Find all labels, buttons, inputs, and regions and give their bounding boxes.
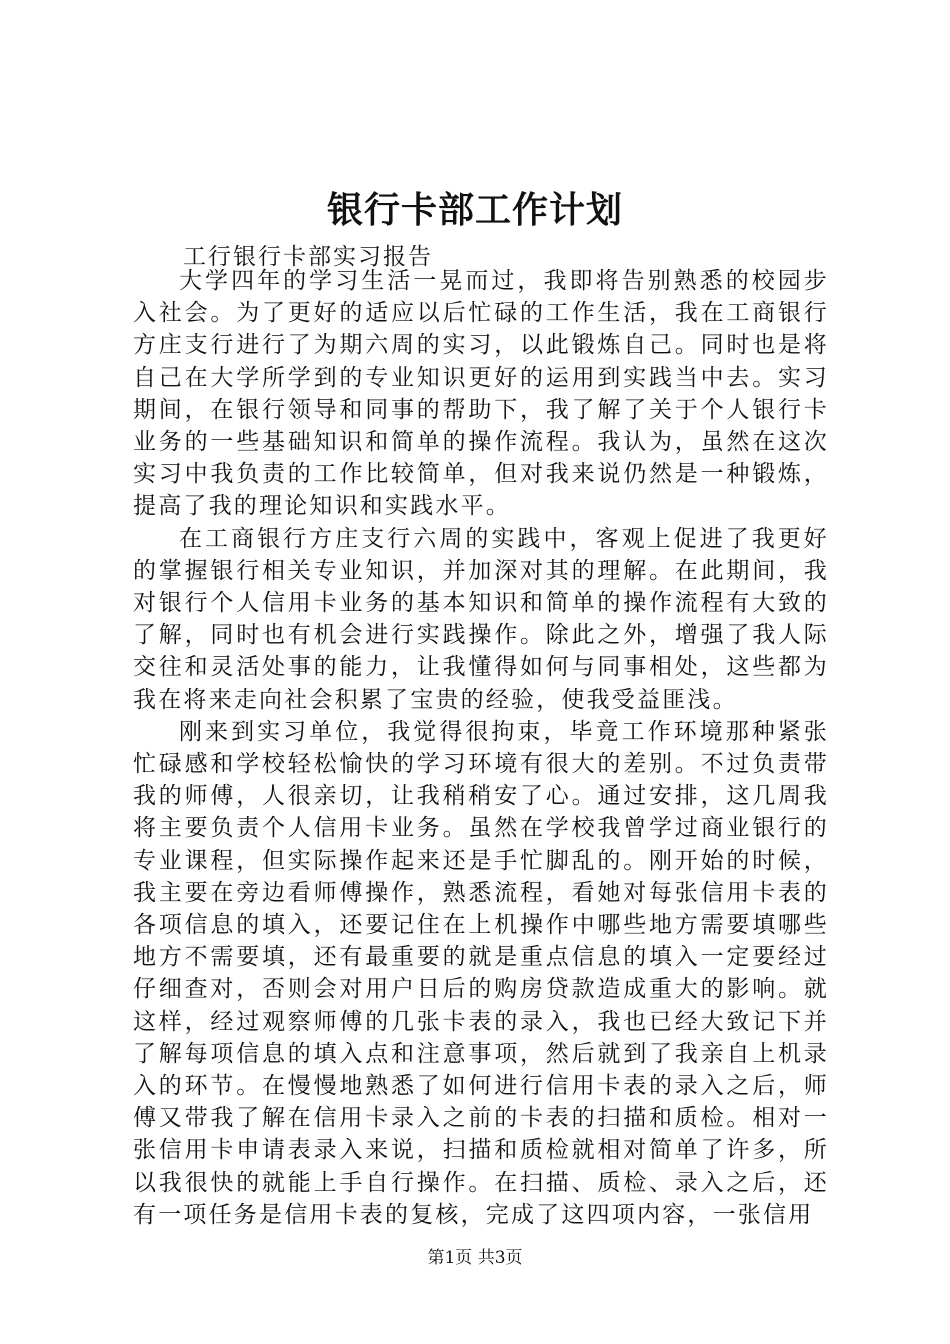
page-footer: 第1页 共3页 — [427, 1248, 523, 1268]
paragraph-1: 大学四年的学习生活一晃而过，我即将告别熟悉的校园步入社会。为了更好的适应以后忙碌的工作生活，我在工商银行方庄支行进行了为期六周的实习，以此锻炼自己。同时也是将自己在大学所学到的专业知识更好的运用到实践当中去。实习期间，在银行领导和同事的帮助下，我了解了关于个人银行卡业务的一些基础知识和简单的操作流程。我认为，虽然在这次实习中我负责的工作比较简单，但对我来说仍然是一种锻炼，提高了我的理论知识和实践水平。 — [133, 268, 829, 520]
document-body — [133, 265, 829, 1231]
document-subtitle: 工行银行卡部实习报告 — [183, 244, 433, 270]
paragraph-3: 刚来到实习单位，我觉得很拘束，毕竟工作环境那种紧张忙碌感和学校轻松愉快的学习环境有很大的差别。不过负责带我的师傅，人很亲切，让我稍稍安了心。通过安排，这几周我将主要负责个人信用卡业务。虽然在学校我曾学过商业银行的专业课程，但实际操作起来还是手忙脚乱的。刚开始的时候，我主要在旁边看师傅操作，熟悉流程，看她对每张信用卡表的各项信息的填入，还要记住在上机操作中哪些地方需要填哪些地方不需要填，还有最重要的就是重点信息的填入一定要经过仔细查对，否则会对用户日后的购房贷款造成重大的影响。就这样，经过观察师傅的几张卡表的录入，我也已经大致记下并了解每项信息的填入点和注意事项，然后就到了我亲自上机录入的环节。在慢慢地熟悉了如何进行信用卡表的录入之后，师傅又带我了解在信用卡录入之前的卡表的扫描和质检。相对一张信用卡申请表录入来说，扫描和质检就相对简单了许多，所以我很快的就能上手自行操作。在扫描、质检、录入之后，还有一项任务是信用卡表的复核，完成了这四项内容，一张信用 — [133, 718, 829, 1228]
paragraph-2: 在工商银行方庄支行六周的实践中，客观上促进了我更好的掌握银行相关专业知识，并加深对其的理解。在此期间，我对银行个人信用卡业务的基本知识和简单的操作流程有大致的了解，同时也有机会进行实践操作。除此之外，增强了我人际交往和灵活处事的能力，让我懂得如何与同事相处，这些都为我在将来走向社会积累了宝贵的经验，使我受益匪浅。 — [133, 525, 829, 713]
document-title: 银行卡部工作计划 — [326, 189, 623, 231]
